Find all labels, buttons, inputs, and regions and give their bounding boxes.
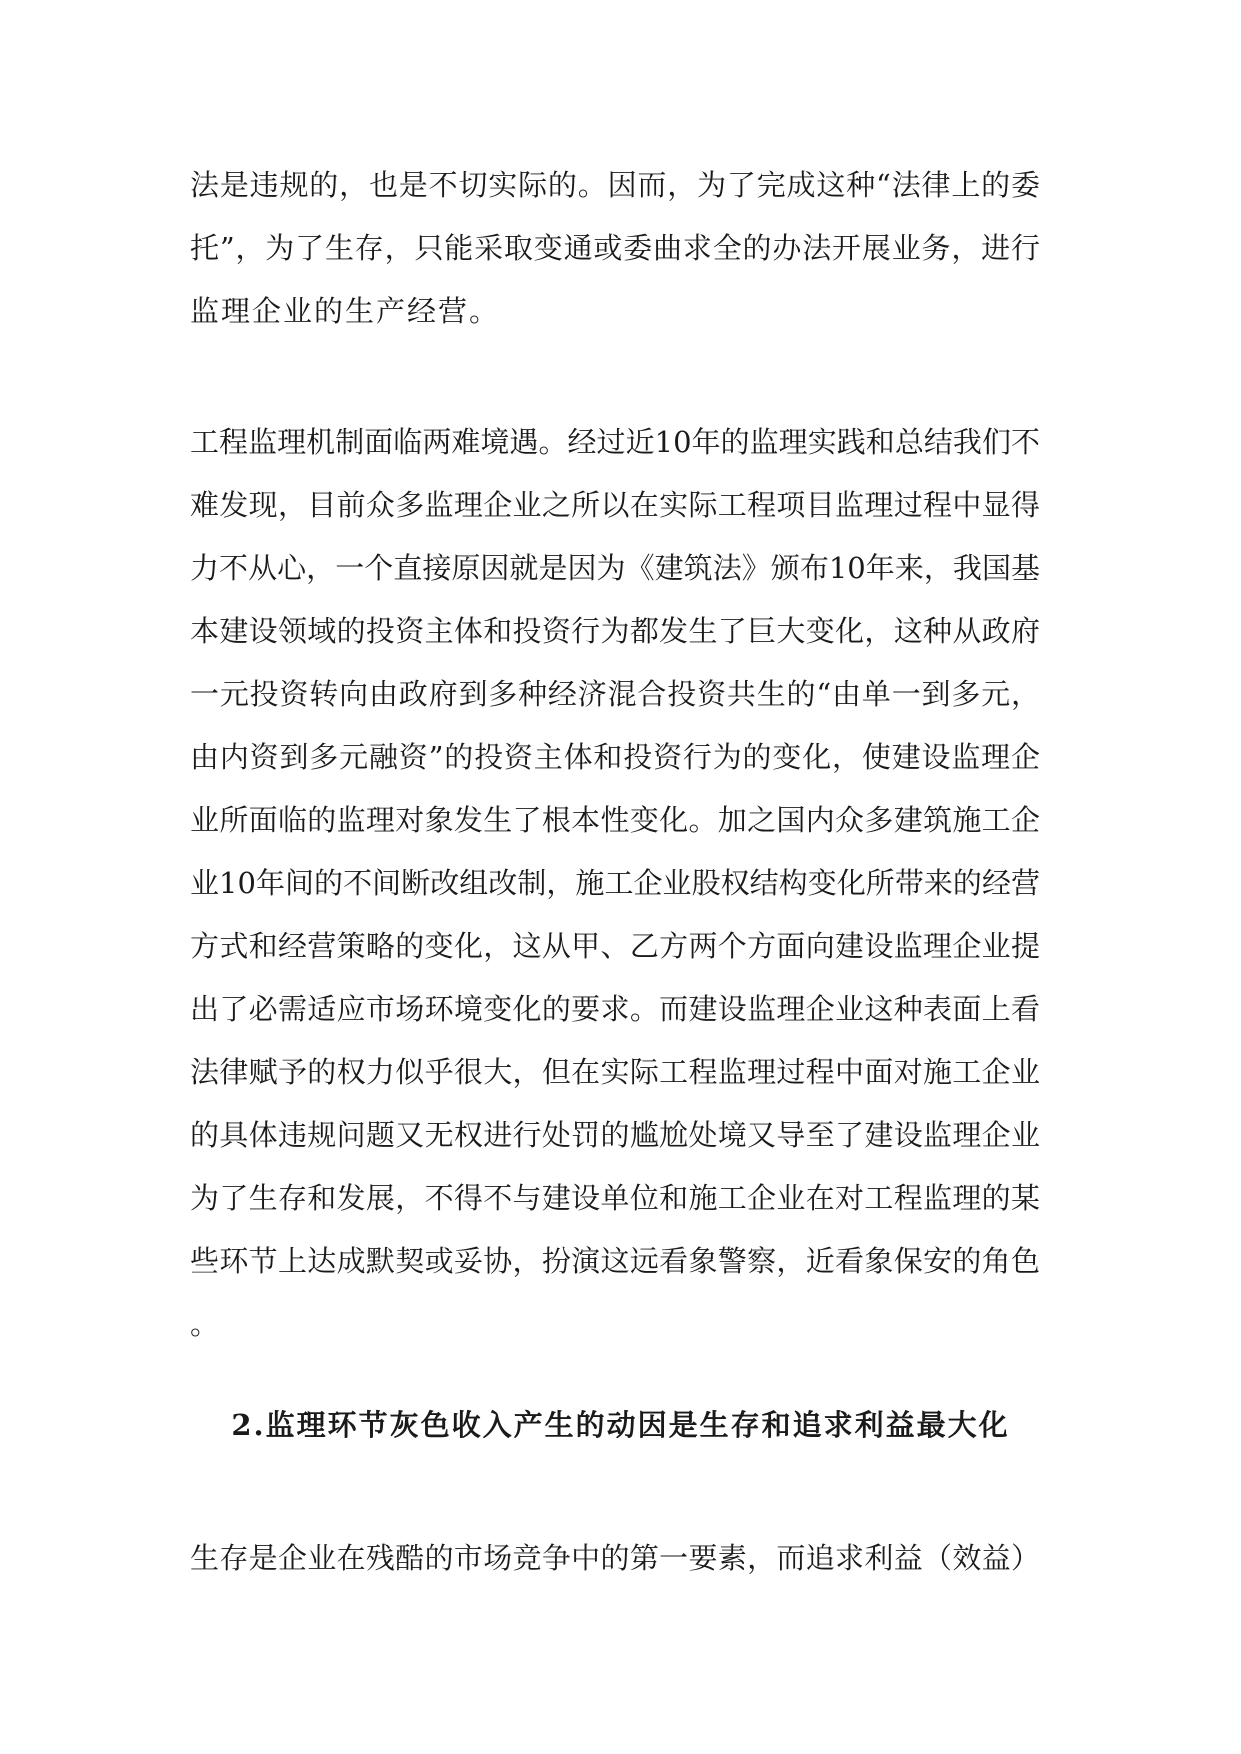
paragraph-1-line-1: 法是违规的，也是不切实际的。因而，为了完成这种“法律上的委 (190, 168, 1040, 202)
paragraph-2-line-13: 为了生存和发展，不得不与建设单位和施工企业在对工程监理的某 (190, 1181, 1040, 1215)
paragraph-3-line-1: 生存是企业在残酷的市场竞争中的第一要素，而追求利益（效益） (190, 1541, 1040, 1575)
paragraph-2-line-14: 些环节上达成默契或妥协，扮演这远看象警察，近看象保安的角色 (190, 1244, 1040, 1278)
paragraph-1-line-2: 托”，为了生存，只能采取变通或委曲求全的办法开展业务，进行 (190, 231, 1040, 265)
paragraph-2-line-11: 法律赋予的权力似乎很大，但在实际工程监理过程中面对施工企业 (190, 1055, 1040, 1089)
paragraph-2-line-6: 由内资到多元融资”的投资主体和投资行为的变化，使建设监理企 (190, 740, 1040, 774)
paragraph-2-line-7: 业所面临的监理对象发生了根本性变化。加之国内众多建筑施工企 (190, 803, 1040, 837)
paragraph-2-line-3: 力不从心，一个直接原因就是因为《建筑法》颁布10年来，我国基 (190, 551, 1040, 585)
paragraph-1-line-3: 监理企业的生产经营。 (190, 294, 501, 328)
paragraph-2-line-12: 的具体违规问题又无权进行处罚的尴尬处境又导至了建设监理企业 (190, 1118, 1040, 1152)
paragraph-2-line-9: 方式和经营策略的变化，这从甲、乙方两个方面向建设监理企业提 (190, 929, 1040, 963)
paragraph-2-line-1: 工程监理机制面临两难境遇。经过近10年的监理实践和总结我们不 (190, 425, 1040, 459)
paragraph-2-line-5: 一元投资转向由政府到多种经济混合投资共生的“由单一到多元， (190, 677, 1040, 711)
paragraph-2-line-8: 业10年间的不间断改组改制，施工企业股权结构变化所带来的经营 (190, 866, 1040, 900)
section-heading: 2.监理环节灰色收入产生的动因是生存和追求利益最大化 (231, 1408, 1010, 1442)
paragraph-2-line-2: 难发现，目前众多监理企业之所以在实际工程项目监理过程中显得 (190, 488, 1040, 522)
paragraph-2-line-10: 出了必需适应市场环境变化的要求。而建设监理企业这种表面上看 (190, 992, 1040, 1026)
paragraph-2-line-4: 本建设领域的投资主体和投资行为都发生了巨大变化，这种从政府 (190, 614, 1040, 648)
paragraph-2-line-15: 。 (190, 1307, 222, 1341)
